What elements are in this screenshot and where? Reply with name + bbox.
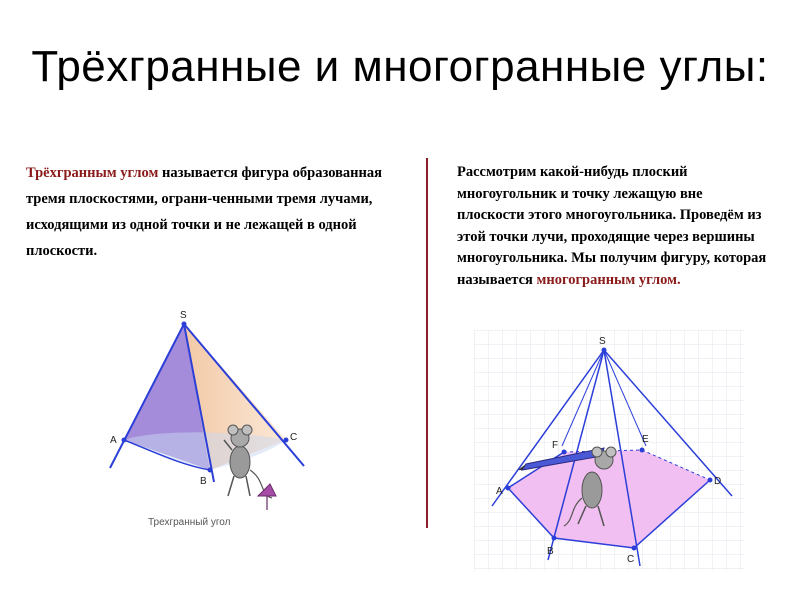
label-c: C: [627, 554, 635, 565]
trihedral-definition-text: называется фигура образованная тремя плоскостями, ограни-ченными тремя лучами, исходящими из одной точки и не лежащей в одной плоскости.: [26, 165, 382, 259]
vertex-e: [640, 448, 645, 453]
vertex-s: [182, 322, 187, 327]
label-b: B: [200, 476, 207, 487]
column-divider: [426, 158, 428, 528]
label-s: S: [599, 336, 606, 347]
vertex-c: [632, 546, 637, 551]
polyhedral-definition: [457, 162, 767, 291]
figure-caption: Трехгранный угол: [148, 517, 231, 528]
label-a: A: [110, 435, 117, 446]
label-a: A: [496, 486, 503, 497]
label-s: S: [180, 310, 187, 321]
polyhedral-angle-figure: [474, 330, 744, 570]
label-d: D: [714, 476, 722, 487]
trihedral-angle-figure: [100, 300, 340, 540]
vertex-b: [552, 536, 557, 541]
trihedral-term: Трёхгранным углом: [26, 165, 159, 181]
label-f: F: [552, 440, 559, 451]
vertex-a: [122, 438, 127, 443]
label-c: C: [290, 432, 298, 443]
vertex-c: [284, 438, 289, 443]
page-title: Трёхгранные и многогранные углы:: [31, 42, 769, 91]
vertex-a: [506, 486, 511, 491]
vertex-s: [602, 348, 607, 353]
label-e: E: [642, 434, 649, 445]
polyhedral-definition-text: Рассмотрим какой-нибудь плоский многоугольник и точку лежащую вне плоскости этого многоугольника. Проведём из этой точки лучи, проходящие через вершины многоугольника. Мы получим фигуру, которая называется: [457, 164, 767, 288]
polyhedral-term: многогранным углом.: [536, 271, 681, 288]
vertex-f: [562, 450, 567, 455]
label-b: B: [547, 546, 554, 557]
vertex-b: [208, 468, 213, 473]
umbrella-icon: [258, 484, 276, 510]
trihedral-definition: [26, 160, 386, 264]
vertex-d: [708, 478, 713, 483]
